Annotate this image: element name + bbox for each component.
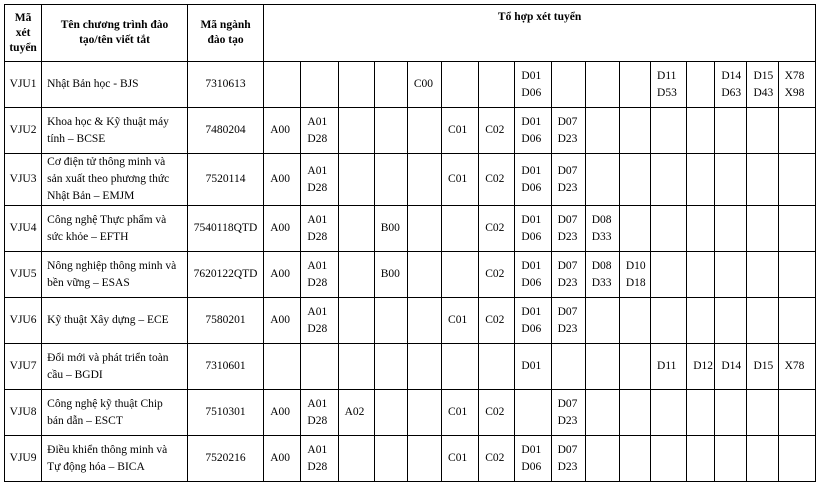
program-name-line: sản xuất theo phương thức bbox=[47, 173, 170, 185]
program-name-line: Khoa học & Kỹ thuật máy bbox=[47, 115, 169, 128]
combo-code: C02 bbox=[485, 124, 505, 136]
combo-cell bbox=[715, 390, 747, 436]
program-name-line: bền vững – ESAS bbox=[47, 276, 130, 289]
combo-code: D23 bbox=[557, 460, 578, 473]
combo-cell bbox=[407, 108, 441, 154]
combo-code: C01 bbox=[448, 406, 468, 418]
combo-cell bbox=[264, 252, 301, 298]
combo-cell bbox=[407, 436, 441, 482]
combo-cell bbox=[515, 298, 551, 344]
combo-code: A00 bbox=[270, 173, 291, 185]
combo-cell bbox=[778, 108, 815, 154]
combo-cell bbox=[551, 436, 585, 482]
combo-code: D18 bbox=[625, 276, 646, 289]
program-code: 7620122QTD bbox=[187, 252, 263, 298]
combo-cell bbox=[374, 62, 407, 108]
program-name bbox=[42, 62, 188, 108]
combo-cell bbox=[687, 62, 715, 108]
combo-code: D23 bbox=[557, 132, 578, 145]
combo-cell bbox=[585, 62, 619, 108]
combo-code: D53 bbox=[657, 86, 677, 99]
combo-code: C01 bbox=[448, 314, 468, 326]
combo-cell bbox=[551, 206, 585, 252]
program-name-line: Công nghệ kỹ thuật Chip bbox=[47, 397, 163, 410]
program-id: VJU9 bbox=[5, 436, 42, 482]
combo-cell bbox=[515, 344, 551, 390]
combo-cell bbox=[778, 154, 815, 206]
combo-cell bbox=[747, 206, 778, 252]
combo-cell bbox=[551, 390, 585, 436]
combo-cell bbox=[442, 344, 479, 390]
combo-cell bbox=[301, 206, 338, 252]
combo-code: A01 bbox=[307, 213, 328, 226]
combo-code: D28 bbox=[307, 414, 328, 427]
program-name-line: sức khỏe – EFTH bbox=[47, 230, 129, 243]
combo-cell bbox=[585, 298, 619, 344]
combo-cell bbox=[442, 298, 479, 344]
program-name-line: cầu – BGDI bbox=[47, 368, 103, 381]
combo-code: D23 bbox=[557, 276, 578, 289]
program-code: 7510301 bbox=[187, 390, 263, 436]
header-row bbox=[5, 5, 816, 62]
combo-cell bbox=[619, 436, 650, 482]
combo-cell bbox=[651, 206, 687, 252]
combo-cell bbox=[479, 344, 515, 390]
combo-cell bbox=[551, 154, 585, 206]
header-id-line: Mã bbox=[14, 11, 32, 24]
combo-code: D06 bbox=[521, 276, 542, 289]
combo-cell bbox=[301, 390, 338, 436]
combo-code: C00 bbox=[413, 78, 434, 90]
combo-cell bbox=[551, 252, 585, 298]
combo-cell bbox=[264, 62, 301, 108]
combo-cell bbox=[715, 436, 747, 482]
combo-code: C02 bbox=[485, 314, 505, 326]
combo-cell bbox=[619, 206, 650, 252]
combo-code: D01 bbox=[521, 115, 542, 128]
combo-cell bbox=[778, 344, 815, 390]
table-row bbox=[5, 206, 816, 252]
combo-code: D14 bbox=[721, 360, 742, 372]
combo-cell bbox=[301, 62, 338, 108]
combo-cell bbox=[619, 62, 650, 108]
combo-code: D07 bbox=[557, 115, 578, 128]
combo-cell bbox=[442, 390, 479, 436]
combo-cell bbox=[338, 436, 374, 482]
combo-cell bbox=[747, 62, 778, 108]
combo-code: A01 bbox=[307, 305, 328, 318]
combo-cell bbox=[301, 154, 338, 206]
combo-cell bbox=[301, 108, 338, 154]
combo-code: D28 bbox=[307, 322, 328, 335]
combo-cell bbox=[301, 344, 338, 390]
combo-cell bbox=[747, 154, 778, 206]
program-code: 7580201 bbox=[187, 298, 263, 344]
combo-code: X78 bbox=[784, 69, 805, 82]
combo-cell bbox=[619, 344, 650, 390]
combo-code: C01 bbox=[448, 124, 468, 136]
combo-cell bbox=[778, 252, 815, 298]
combo-cell bbox=[687, 390, 715, 436]
combo-code: D10 bbox=[625, 259, 646, 272]
program-name bbox=[42, 108, 188, 154]
combo-code: D01 bbox=[521, 213, 542, 226]
combo-cell bbox=[264, 108, 301, 154]
combo-code: C02 bbox=[485, 452, 505, 464]
program-id: VJU3 bbox=[5, 154, 42, 206]
combo-code: D43 bbox=[753, 86, 774, 99]
combo-cell bbox=[374, 436, 407, 482]
combo-code: D07 bbox=[557, 305, 578, 318]
combo-cell bbox=[619, 390, 650, 436]
combo-code: D33 bbox=[591, 230, 612, 243]
combo-code: C02 bbox=[485, 268, 505, 280]
header-name-line: tạo/tên viết tắt bbox=[79, 34, 150, 46]
combo-cell bbox=[687, 108, 715, 154]
combo-cell bbox=[778, 206, 815, 252]
combo-cell bbox=[778, 436, 815, 482]
combo-cell bbox=[515, 206, 551, 252]
combo-code: D01 bbox=[521, 69, 542, 82]
combo-code: D28 bbox=[307, 230, 328, 243]
combo-cell bbox=[715, 62, 747, 108]
combo-cell bbox=[301, 298, 338, 344]
program-name-line: Điều khiển thông minh và bbox=[47, 443, 168, 456]
header-code-line: đào tạo bbox=[207, 34, 244, 46]
combo-cell bbox=[619, 298, 650, 344]
combo-code: A00 bbox=[270, 314, 291, 326]
program-name-line: bán dẫn – ESCT bbox=[47, 414, 123, 427]
combo-cell bbox=[479, 252, 515, 298]
combo-code: A00 bbox=[270, 406, 291, 418]
combo-cell bbox=[619, 252, 650, 298]
combo-cell bbox=[264, 154, 301, 206]
program-id: VJU5 bbox=[5, 252, 42, 298]
combo-cell bbox=[687, 436, 715, 482]
combo-code: D06 bbox=[521, 322, 542, 335]
combo-code: A01 bbox=[307, 115, 328, 128]
combo-cell bbox=[747, 252, 778, 298]
combo-cell bbox=[479, 206, 515, 252]
combo-cell bbox=[619, 108, 650, 154]
program-id: VJU1 bbox=[5, 62, 42, 108]
combo-cell bbox=[338, 206, 374, 252]
combo-code: X98 bbox=[784, 86, 805, 99]
program-name-line: Tự động hóa – BICA bbox=[47, 460, 145, 473]
combo-code: D08 bbox=[591, 213, 612, 226]
combo-cell bbox=[778, 298, 815, 344]
combo-cell bbox=[407, 390, 441, 436]
combo-code: C01 bbox=[448, 452, 468, 464]
combo-cell bbox=[407, 344, 441, 390]
program-name bbox=[42, 154, 188, 206]
combo-code: D07 bbox=[557, 443, 578, 456]
combo-cell bbox=[651, 62, 687, 108]
combo-cell bbox=[407, 206, 441, 252]
combo-cell bbox=[515, 154, 551, 206]
combo-code: D12 bbox=[693, 360, 713, 372]
program-code: 7310601 bbox=[187, 344, 263, 390]
combo-cell bbox=[687, 298, 715, 344]
program-code: 7540118QTD bbox=[187, 206, 263, 252]
program-code: 7480204 bbox=[187, 108, 263, 154]
combo-cell bbox=[715, 154, 747, 206]
combo-cell bbox=[264, 436, 301, 482]
combo-code: A00 bbox=[270, 124, 291, 136]
combo-code: D23 bbox=[557, 414, 578, 427]
combo-cell bbox=[374, 390, 407, 436]
combo-cell bbox=[747, 390, 778, 436]
program-id: VJU4 bbox=[5, 206, 42, 252]
combo-cell bbox=[515, 436, 551, 482]
combo-code: D07 bbox=[557, 164, 578, 177]
combo-code: D14 bbox=[721, 69, 742, 82]
combo-code: A01 bbox=[307, 164, 328, 177]
combo-cell bbox=[338, 62, 374, 108]
combo-code: B00 bbox=[380, 222, 400, 234]
combo-code: A00 bbox=[270, 452, 291, 464]
combo-code: D23 bbox=[557, 181, 578, 194]
combo-cell bbox=[651, 344, 687, 390]
combo-code: D06 bbox=[521, 230, 542, 243]
combo-cell bbox=[479, 154, 515, 206]
program-code: 7310613 bbox=[187, 62, 263, 108]
program-name bbox=[42, 390, 188, 436]
combo-cell bbox=[479, 108, 515, 154]
combo-cell bbox=[407, 298, 441, 344]
combo-cell bbox=[442, 108, 479, 154]
combo-code: X78 bbox=[784, 360, 805, 372]
combo-code: D23 bbox=[557, 230, 578, 243]
program-id: VJU8 bbox=[5, 390, 42, 436]
combo-cell bbox=[479, 298, 515, 344]
combo-cell bbox=[374, 108, 407, 154]
combo-cell bbox=[264, 390, 301, 436]
combo-code: D07 bbox=[557, 397, 578, 410]
combo-code: A02 bbox=[344, 406, 365, 418]
combo-cell bbox=[585, 436, 619, 482]
combo-code: D01 bbox=[521, 443, 542, 456]
program-name bbox=[42, 252, 188, 298]
combo-code: D23 bbox=[557, 322, 578, 335]
combo-code: D06 bbox=[521, 86, 542, 99]
combo-cell bbox=[551, 298, 585, 344]
combo-cell bbox=[301, 436, 338, 482]
header-name bbox=[42, 5, 188, 62]
combo-cell bbox=[687, 206, 715, 252]
program-name-line: Đổi mới và phát triển toàn bbox=[47, 351, 169, 364]
admission-table bbox=[4, 4, 816, 482]
combo-cell bbox=[264, 344, 301, 390]
combo-cell bbox=[747, 344, 778, 390]
combo-cell bbox=[619, 154, 650, 206]
combo-code: A01 bbox=[307, 443, 328, 456]
combo-code: D28 bbox=[307, 276, 328, 289]
program-id: VJU6 bbox=[5, 298, 42, 344]
combo-cell bbox=[442, 252, 479, 298]
combo-code: D28 bbox=[307, 460, 328, 473]
combo-cell bbox=[338, 344, 374, 390]
program-name-line: Kỹ thuật Xây dựng – ECE bbox=[47, 314, 169, 326]
combo-code: D28 bbox=[307, 132, 328, 145]
header-code-line: Mã ngành bbox=[200, 19, 251, 31]
combo-code: D07 bbox=[557, 259, 578, 272]
combo-code: D33 bbox=[591, 276, 612, 289]
combo-code: A01 bbox=[307, 397, 328, 410]
combo-cell bbox=[407, 62, 441, 108]
combo-cell bbox=[338, 108, 374, 154]
combo-code: D28 bbox=[307, 181, 328, 194]
combo-cell bbox=[442, 436, 479, 482]
header-name-line: Tên chương trình đào bbox=[60, 19, 169, 31]
combo-cell bbox=[585, 390, 619, 436]
program-name bbox=[42, 344, 188, 390]
combo-code: D07 bbox=[557, 213, 578, 226]
program-id: VJU2 bbox=[5, 108, 42, 154]
combo-cell bbox=[651, 298, 687, 344]
combo-cell bbox=[374, 252, 407, 298]
program-code: 7520114 bbox=[187, 154, 263, 206]
combo-cell bbox=[479, 62, 515, 108]
combo-cell bbox=[585, 252, 619, 298]
combo-code: D15 bbox=[753, 360, 774, 372]
combo-cell bbox=[338, 298, 374, 344]
header-combos: Tổ hợp xét tuyển bbox=[264, 5, 816, 62]
combo-cell bbox=[585, 206, 619, 252]
program-code: 7520216 bbox=[187, 436, 263, 482]
combo-cell bbox=[651, 390, 687, 436]
combo-code: D06 bbox=[521, 132, 542, 145]
combo-code: D01 bbox=[521, 259, 542, 272]
header-code bbox=[187, 5, 263, 62]
combo-code: D01 bbox=[521, 164, 542, 177]
program-name-line: Cơ điện tử thông minh và bbox=[47, 156, 166, 168]
combo-code: B00 bbox=[380, 268, 400, 280]
combo-cell bbox=[264, 206, 301, 252]
combo-cell bbox=[515, 252, 551, 298]
combo-cell bbox=[778, 390, 815, 436]
combo-code: C01 bbox=[448, 173, 468, 185]
combo-cell bbox=[515, 62, 551, 108]
combo-cell bbox=[715, 108, 747, 154]
table-row bbox=[5, 62, 816, 108]
combo-cell bbox=[715, 206, 747, 252]
program-name-line: tính – BCSE bbox=[47, 132, 106, 145]
combo-cell bbox=[551, 344, 585, 390]
table-body bbox=[5, 62, 816, 482]
combo-cell bbox=[374, 344, 407, 390]
combo-cell bbox=[442, 154, 479, 206]
combo-cell bbox=[585, 154, 619, 206]
combo-cell bbox=[338, 390, 374, 436]
combo-code: D06 bbox=[521, 181, 542, 194]
combo-code: D01 bbox=[521, 305, 542, 318]
combo-code: D11 bbox=[657, 69, 677, 82]
combo-cell bbox=[687, 154, 715, 206]
program-name bbox=[42, 436, 188, 482]
combo-code: C02 bbox=[485, 173, 505, 185]
combo-cell bbox=[515, 108, 551, 154]
combo-cell bbox=[374, 298, 407, 344]
combo-cell bbox=[301, 252, 338, 298]
combo-cell bbox=[338, 252, 374, 298]
table-row bbox=[5, 108, 816, 154]
table-row bbox=[5, 298, 816, 344]
combo-cell bbox=[715, 344, 747, 390]
combo-cell bbox=[479, 390, 515, 436]
combo-cell bbox=[778, 62, 815, 108]
combo-cell bbox=[479, 436, 515, 482]
program-name bbox=[42, 206, 188, 252]
combo-code: D06 bbox=[521, 460, 542, 473]
table-row bbox=[5, 344, 816, 390]
combo-cell bbox=[687, 252, 715, 298]
program-name-line: Nông nghiệp thông minh và bbox=[47, 259, 177, 272]
program-id: VJU7 bbox=[5, 344, 42, 390]
combo-code: A01 bbox=[307, 259, 328, 272]
program-name-line: Công nghệ Thực phẩm và bbox=[47, 213, 167, 226]
combo-code: D08 bbox=[591, 259, 612, 272]
combo-code: C02 bbox=[485, 406, 505, 418]
combo-cell bbox=[374, 206, 407, 252]
combo-code: D15 bbox=[753, 69, 774, 82]
combo-code: D01 bbox=[521, 360, 542, 372]
combo-code: A00 bbox=[270, 222, 291, 234]
combo-cell bbox=[442, 62, 479, 108]
combo-code: D63 bbox=[721, 86, 742, 99]
header-id bbox=[5, 5, 42, 62]
table-row bbox=[5, 154, 816, 206]
combo-code: D11 bbox=[657, 360, 677, 372]
combo-cell bbox=[715, 298, 747, 344]
combo-cell bbox=[747, 108, 778, 154]
combo-cell bbox=[747, 436, 778, 482]
table-row bbox=[5, 252, 816, 298]
combo-cell bbox=[338, 154, 374, 206]
combo-cell bbox=[651, 436, 687, 482]
table-row bbox=[5, 390, 816, 436]
combo-cell bbox=[407, 252, 441, 298]
header-id-line: xét bbox=[15, 26, 31, 39]
combo-cell bbox=[651, 154, 687, 206]
combo-cell bbox=[651, 108, 687, 154]
combo-cell bbox=[551, 62, 585, 108]
program-name bbox=[42, 298, 188, 344]
combo-cell bbox=[264, 298, 301, 344]
combo-cell bbox=[374, 154, 407, 206]
header-id-line: tuyển bbox=[9, 41, 37, 54]
combo-cell bbox=[651, 252, 687, 298]
combo-code: A00 bbox=[270, 268, 291, 280]
combo-cell bbox=[747, 298, 778, 344]
combo-cell bbox=[515, 390, 551, 436]
combo-cell bbox=[407, 154, 441, 206]
combo-cell bbox=[687, 344, 715, 390]
program-name-line: Nhật Bản – EMJM bbox=[47, 190, 135, 202]
combo-cell bbox=[585, 344, 619, 390]
combo-cell bbox=[585, 108, 619, 154]
program-name-line: Nhật Bản học - BJS bbox=[47, 78, 139, 90]
combo-code: C02 bbox=[485, 222, 505, 234]
combo-cell bbox=[442, 206, 479, 252]
table-row bbox=[5, 436, 816, 482]
combo-cell bbox=[715, 252, 747, 298]
combo-cell bbox=[551, 108, 585, 154]
